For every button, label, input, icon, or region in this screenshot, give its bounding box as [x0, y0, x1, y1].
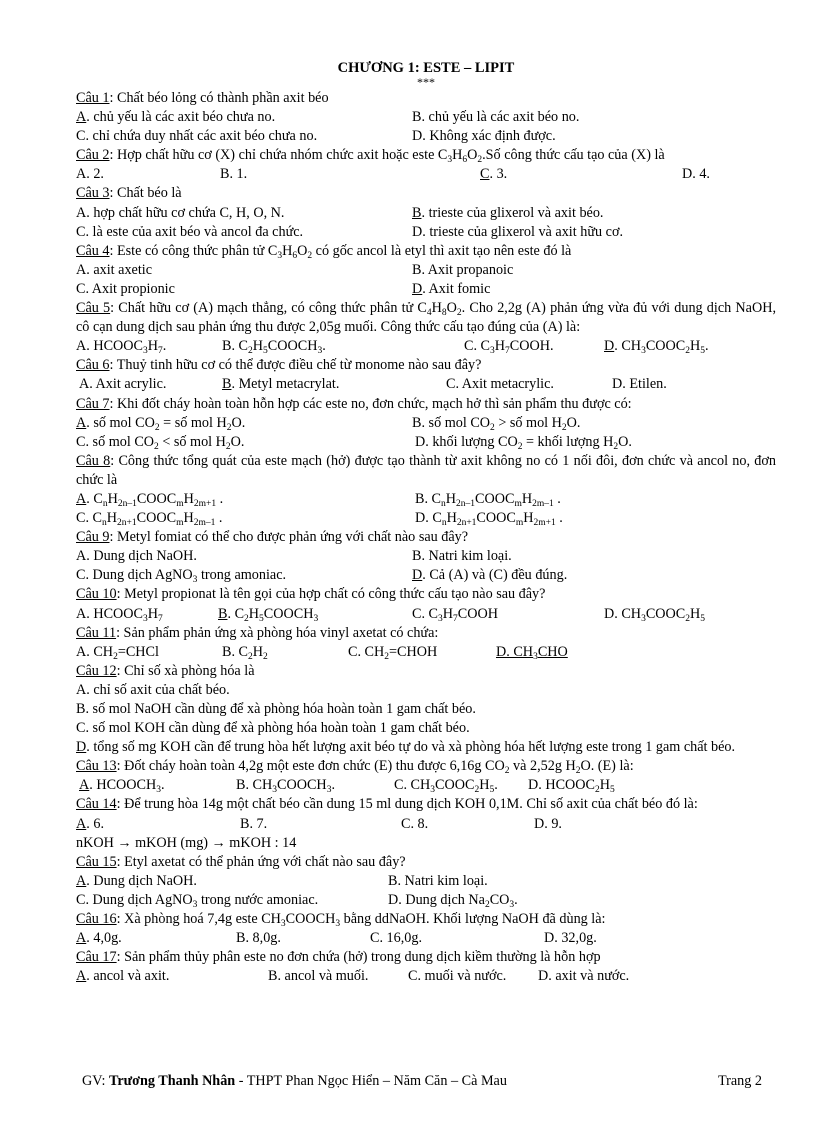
q16-option-a: A. 4,0g. — [76, 930, 122, 947]
question-7: Câu 7: Khi đốt cháy hoàn toàn hỗn hợp các este no, đơn chức, mạch hở thì sản phẩm thu được có: — [76, 395, 632, 412]
q10-option-c: C. $C_3H_7COOH$ — [412, 605, 498, 624]
question-13: Câu 13: Đốt cháy hoàn toàn 4,2g một este đơn chức (E) thu được 6,16g $CO_2$ và 2,52g $H_2O$. (E) là: — [76, 758, 634, 777]
q2-option-b: B. 1. — [220, 166, 248, 183]
q4-option-a: A. axit axetic — [76, 261, 153, 278]
q3-options-row1 — [76, 204, 776, 223]
q10-option-d: D. $CH_3COOC_2H_5$ — [604, 605, 705, 624]
q7-options-row2 — [76, 433, 776, 452]
q10-option-a: A. $HCOOC_3H_7$ — [76, 605, 163, 624]
q2-options — [76, 165, 776, 184]
q12-option-a: A. chỉ số axit của chất béo. — [76, 681, 230, 698]
footer-author: GV: Trương Thanh Nhân - THPT Phan Ngọc Hiển – Năm Căn – Cà Mau — [82, 1073, 507, 1089]
q11-options — [76, 643, 776, 662]
q17-option-d: D. axit và nước. — [538, 968, 630, 985]
question-12: Câu 12: Chỉ số xà phòng hóa là — [76, 662, 255, 679]
q14-options — [76, 815, 776, 834]
question-3: Câu 3: Chất béo là — [76, 185, 182, 202]
q7-option-a: A. số mol $CO_2$ = số mol $H_2O$. — [76, 414, 246, 433]
q5-option-c: C. $C_3H_7COOH$. — [464, 338, 554, 357]
q13-options — [76, 776, 776, 795]
title-ornament: *** — [417, 75, 435, 89]
question-16: Câu 16: Xà phòng hoá 7,4g este $CH_3COOCH_3$ bằng ddNaOH. Khối lượng NaOH đã dùng là: — [76, 911, 606, 930]
q9-option-a: A. Dung dịch NaOH. — [76, 548, 197, 565]
q17-option-a: A. ancol và axit. — [76, 968, 170, 985]
q12-option-b: B. số mol NaOH cần dùng để xà phòng hóa hoàn toàn 1 gam chất béo. — [76, 701, 476, 717]
question-15: Câu 15: Etyl axetat có thể phản ứng với chất nào sau đây? — [76, 853, 406, 870]
question-8: Câu 8: Công thức tổng quát của este mạch (hở) được tạo thành từ axit không no có 1 nối đôi, đơn chức và ancol no, đơn chức là — [76, 452, 776, 488]
q4-option-d: D. Axit fomic — [412, 280, 491, 297]
q4-options-row2 — [76, 280, 776, 299]
q4-options-row1 — [76, 261, 776, 280]
q16-option-d: D. 32,0g. — [544, 930, 597, 947]
q3-option-a: A. hợp chất hữu cơ chứa C, H, O, N. — [76, 204, 285, 221]
q15-option-a: A. Dung dịch NaOH. — [76, 872, 197, 889]
q3-option-d: D. trieste của glixerol và axit hữu cơ. — [412, 223, 623, 240]
q8-option-c: C. $C_nH_{2n+1}COOC_mH_{2m-1}$ . — [76, 510, 223, 529]
q7-option-d: D. khối lượng $CO_2$ = khối lượng $H_2O$. — [415, 433, 632, 452]
q9-option-d: D. Cả (A) và (C) đều đúng. — [412, 567, 568, 584]
q14-solution-note: nKOH → mKOH (mg) → mKOH : 14 — [76, 834, 297, 851]
q3-option-c: C. là este của axit béo và ancol đa chức. — [76, 223, 304, 240]
q6-option-a: A. Axit acrylic. — [79, 376, 167, 393]
document-page — [76, 60, 776, 986]
q7-options-row1 — [76, 414, 776, 433]
q9-option-b: B. Natri kim loại. — [412, 548, 512, 565]
q10-option-b: B. $C_2H_5COOCH_3$ — [218, 605, 319, 624]
q11-option-b: B. $C_2H_2$ — [222, 643, 268, 662]
question-5: Câu 5: Chất hữu cơ (A) mạch thẳng, có công thức phân tử $C_4H_8O_2$. Cho 2,2g (A) phản ứng vừa đủ với dung dịch NaOH, cô cạn dung dịch sau phản ứng thu được 2,05g muối. Công thức cấu tạo đúng của (A) là: — [76, 300, 776, 336]
q5-option-b: B. $C_2H_5COOCH_3$. — [222, 338, 326, 357]
q3-option-b: B. trieste của glixerol và axit béo. — [412, 204, 604, 221]
q1-options-row1 — [76, 108, 776, 127]
q5-option-a: A. $HCOOC_3H_7$. — [76, 338, 167, 357]
q9-options-row2 — [76, 566, 776, 585]
question-17: Câu 17: Sản phẩm thủy phân este no đơn chứa (hở) trong dung dịch kiềm thường là hỗn hợp — [76, 949, 601, 966]
q6-options — [76, 375, 776, 394]
q17-option-c: C. muối và nước. — [408, 968, 507, 985]
q11-option-d: D. $CH_3CHO$ — [496, 643, 568, 662]
q8-option-a: A. $C_nH_{2n-1}COOC_mH_{2m+1}$ . — [76, 490, 224, 509]
q1-option-c: C. chỉ chứa duy nhất các axit béo chưa no. — [76, 128, 318, 145]
q9-option-c: C. Dung dịch AgNO$_3$ trong amoniac. — [76, 567, 287, 586]
q12-option-c: C. số mol KOH cần dùng để xà phòng hóa hoàn toàn 1 gam chất béo. — [76, 720, 470, 737]
q8-options-row2 — [76, 509, 776, 528]
q17-options — [76, 967, 776, 986]
q15-option-b: B. Natri kim loại. — [388, 872, 488, 889]
q13-option-c: C. $CH_3COOC_2H_5$. — [394, 777, 498, 796]
q15-options-row1 — [76, 872, 776, 891]
q15-option-d: D. Dung dịch $Na_2CO_3$. — [388, 891, 518, 910]
q6-option-d: D. Etilen. — [612, 376, 667, 393]
chapter-title: CHƯƠNG 1: ESTE – LIPIT — [337, 60, 515, 76]
q13-option-b: B. $CH_3COOCH_3$. — [236, 777, 335, 796]
q5-option-d: D. $CH_3COOC_2H_5$. — [604, 338, 709, 357]
q16-options — [76, 929, 776, 948]
q12-option-d: D. tổng số mg KOH cần để trung hòa hết lượng axit béo tự do và xà phòng hóa hết lượng este trong 1 gam chất béo. — [76, 739, 736, 756]
q6-option-b: B. Metyl metacrylat. — [222, 376, 340, 393]
q14-option-d: D. 9. — [534, 815, 562, 832]
q8-option-d: D. $C_nH_{2n+1}COOC_mH_{2m+1}$ . — [415, 510, 563, 529]
q16-option-c: C. 16,0g. — [370, 930, 423, 947]
q9-options-row1 — [76, 547, 776, 566]
q14-option-c: C. 8. — [401, 815, 429, 832]
q2-option-a: A. 2. — [76, 166, 104, 183]
q13-option-a: A. $HCOOCH_3$. — [79, 777, 165, 796]
question-6: Câu 6: Thuỷ tinh hữu cơ có thể được điều chế từ monome nào sau đây? — [76, 357, 482, 374]
q13-option-d: D. $HCOOC_2H_5$ — [528, 777, 615, 796]
q10-options — [76, 605, 776, 624]
question-1: Câu 1: Chất béo lỏng có thành phần axit béo — [76, 90, 329, 106]
question-9: Câu 9: Metyl fomiat có thể cho được phản ứng với chất nào sau đây? — [76, 529, 469, 546]
q5-options — [76, 337, 776, 356]
q14-option-b: B. 7. — [240, 815, 268, 832]
q11-option-a: A. $CH_2=CHCl$ — [76, 643, 159, 662]
q1-options-row2 — [76, 127, 776, 146]
page-number: Trang 2 — [717, 1073, 762, 1089]
q17-option-b: B. ancol và muối. — [268, 968, 369, 985]
q1-option-a: A. chủ yếu là các axit béo chưa no. — [76, 109, 276, 126]
q1-option-b: B. chủ yếu là các axit béo no. — [412, 109, 580, 126]
q4-option-c: C. Axit propionic — [76, 280, 175, 297]
q8-options-row1 — [76, 490, 776, 509]
q7-option-b: B. số mol $CO_2$ > số mol $H_2O$. — [412, 414, 581, 433]
q8-option-b: B. $C_nH_{2n-1}COOC_mH_{2m-1}$ . — [415, 490, 561, 509]
question-4: Câu 4: Este có công thức phân tử $C_3H_6O_2$ có gốc ancol là etyl thì axit tạo nên este đó là — [76, 242, 572, 261]
q15-options-row2 — [76, 891, 776, 910]
q15-option-c: C. Dung dịch AgNO$_3$ trong nước amoniac. — [76, 891, 319, 910]
q14-option-a: A. 6. — [76, 815, 104, 832]
question-2: Câu 2: Hợp chất hữu cơ (X) chỉ chứa nhóm chức axit hoặc este $C_3H_6O_2.Số$ công thức cấu tạo của (X) là — [76, 147, 665, 166]
q6-option-c: C. Axit metacrylic. — [446, 376, 554, 393]
q11-option-c: C. $CH_2=CHOH$ — [348, 643, 438, 662]
q7-option-c: C. số mol $CO_2$ < số mol $H_2O$. — [76, 433, 245, 452]
question-11: Câu 11: Sản phẩm phản ứng xà phòng hóa vinyl axetat có chứa: — [76, 624, 439, 641]
question-10: Câu 10: Metyl propionat là tên gọi của hợp chất có công thức cấu tạo nào sau đây? — [76, 586, 546, 603]
q4-option-b: B. Axit propanoic — [412, 261, 514, 278]
q1-option-d: D. Không xác định được. — [412, 128, 556, 145]
q16-option-b: B. 8,0g. — [236, 930, 281, 947]
q3-options-row2 — [76, 223, 776, 242]
question-14: Câu 14: Để trung hòa 14g một chất béo cần dung 15 ml dung dịch KOH 0,1M. Chỉ số axit của chất béo đó là: — [76, 796, 698, 813]
q2-option-d: D. 4. — [682, 166, 710, 183]
q2-option-c: C. 3. — [480, 166, 508, 183]
